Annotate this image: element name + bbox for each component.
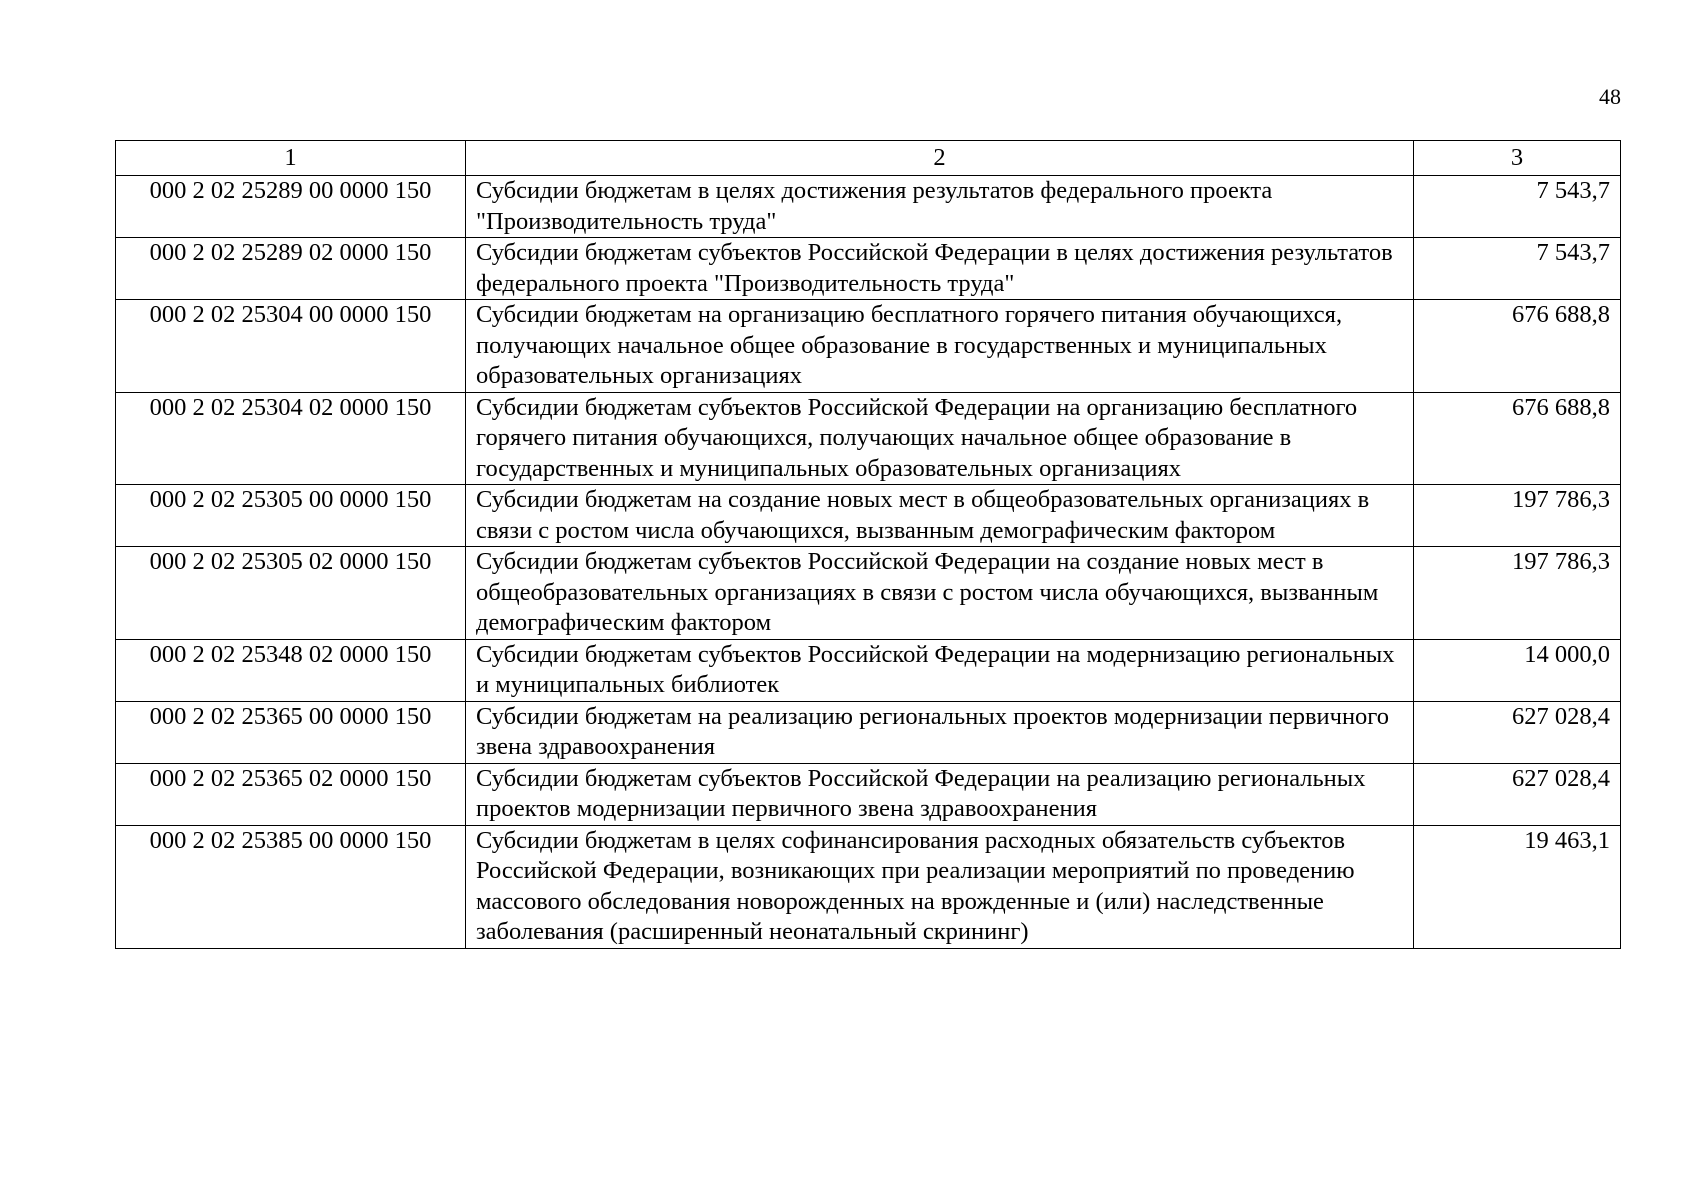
row-amount: 676 688,8 [1414, 392, 1621, 485]
row-amount: 7 543,7 [1414, 238, 1621, 300]
table-header-row [116, 141, 1621, 176]
table-row [116, 763, 1621, 825]
column-header-amount: 3 [1414, 141, 1621, 176]
row-amount: 676 688,8 [1414, 300, 1621, 393]
row-code: 000 2 02 25305 00 0000 150 [116, 485, 466, 547]
row-amount: 14 000,0 [1414, 639, 1621, 701]
row-amount: 197 786,3 [1414, 485, 1621, 547]
row-name: Субсидии бюджетам на создание новых мест в общеобразовательных организациях в связи с ростом числа обучающихся, вызванным демографическим фактором [466, 485, 1414, 547]
row-name: Субсидии бюджетам субъектов Российской Федерации в целях достижения результатов федерального проекта "Производительность труда" [466, 238, 1414, 300]
table-row [116, 392, 1621, 485]
row-code: 000 2 02 25348 02 0000 150 [116, 639, 466, 701]
row-name: Субсидии бюджетам в целях достижения результатов федерального проекта "Производительность труда" [466, 176, 1414, 238]
row-amount: 19 463,1 [1414, 825, 1621, 948]
row-code: 000 2 02 25365 00 0000 150 [116, 701, 466, 763]
page-number: 48 [1599, 84, 1621, 109]
column-header-name: 2 [466, 141, 1414, 176]
table-row [116, 238, 1621, 300]
row-name: Субсидии бюджетам на реализацию региональных проектов модернизации первичного звена здравоохранения [466, 701, 1414, 763]
row-code: 000 2 02 25289 00 0000 150 [116, 176, 466, 238]
table-row [116, 485, 1621, 547]
table-row [116, 701, 1621, 763]
row-name: Субсидии бюджетам субъектов Российской Федерации на модернизацию региональных и муниципальных библиотек [466, 639, 1414, 701]
row-code: 000 2 02 25304 02 0000 150 [116, 392, 466, 485]
row-amount: 197 786,3 [1414, 547, 1621, 640]
table-row [116, 300, 1621, 393]
row-name: Субсидии бюджетам субъектов Российской Федерации на организацию бесплатного горячего питания обучающихся, получающих начальное общее образование в государственных и муниципальных образовательных организациях [466, 392, 1414, 485]
row-amount: 7 543,7 [1414, 176, 1621, 238]
row-name: Субсидии бюджетам в целях софинансирования расходных обязательств субъектов Российской Федерации, возникающих при реализации мероприятий по проведению массового обследования новорожденных на врожденные и (или) наследственные заболевания (расширенный неонатальный скрининг) [466, 825, 1414, 948]
table-row [116, 825, 1621, 948]
budget-table [115, 140, 1621, 949]
table-row [116, 547, 1621, 640]
row-name: Субсидии бюджетам на организацию бесплатного горячего питания обучающихся, получающих начальное общее образование в государственных и муниципальных образовательных организациях [466, 300, 1414, 393]
row-name: Субсидии бюджетам субъектов Российской Федерации на создание новых мест в общеобразовательных организациях в связи с ростом числа обучающихся, вызванным демографическим фактором [466, 547, 1414, 640]
row-name: Субсидии бюджетам субъектов Российской Федерации на реализацию региональных проектов модернизации первичного звена здравоохранения [466, 763, 1414, 825]
row-code: 000 2 02 25305 02 0000 150 [116, 547, 466, 640]
row-code: 000 2 02 25385 00 0000 150 [116, 825, 466, 948]
table-row [116, 176, 1621, 238]
row-amount: 627 028,4 [1414, 763, 1621, 825]
row-code: 000 2 02 25365 02 0000 150 [116, 763, 466, 825]
table-row [116, 639, 1621, 701]
row-code: 000 2 02 25289 02 0000 150 [116, 238, 466, 300]
row-amount: 627 028,4 [1414, 701, 1621, 763]
row-code: 000 2 02 25304 00 0000 150 [116, 300, 466, 393]
column-header-code: 1 [116, 141, 466, 176]
